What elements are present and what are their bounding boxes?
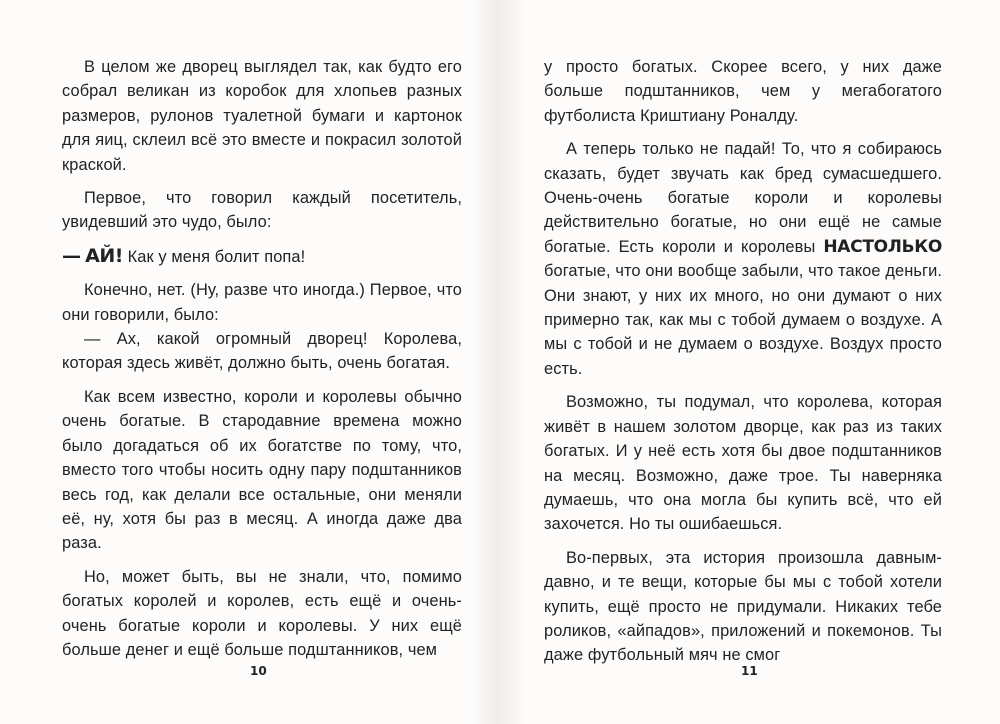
left-page xyxy=(0,0,498,724)
paragraph: — Ах, какой огромный дворец! Королева, которая здесь живёт, должно быть, очень богатая. xyxy=(62,330,462,373)
paragraph: Возможно, ты подумал, что королева, которая живёт в нашем золотом дворце, как раз из таких богатых. И у неё есть хотя бы двое подштанников на месяц. Возможно, даже трое. Ты наверняка думаешь, что она могла бы купить всё, что ей захочется. Но ты ошибаешься. xyxy=(544,393,942,534)
book-gutter xyxy=(476,0,524,724)
paragraph-continuation: у просто богатых. Скорее всего, у них даже больше подштанников, чем у мегабогатого футболиста Криштиану Роналду. xyxy=(544,58,942,125)
paragraph: В целом же дворец выглядел так, как будто его собрал великан из коробок для хлопьев разных размеров, рулонов туалетной бумаги и картонок для яиц, склеил всё это вместе и покрасил золотой краской. xyxy=(62,58,462,174)
exclamation-rest: Как у меня болит попа! xyxy=(127,247,306,266)
paragraph: Но, может быть, вы не знали, что, помимо богатых королей и королев, есть ещё и очень-очень богатые короли и королевы. У них ещё больше денег и ещё больше подштанников, чем xyxy=(62,567,462,659)
paragraph: Первое, что говорил каждый посетитель, увидевший это чудо, было: xyxy=(62,189,462,232)
exclamation-line xyxy=(62,244,462,269)
paragraph xyxy=(544,137,942,381)
paragraph-text: богатые, что они вообще забыли, что такое деньги. Они знают, у них их много, но они думают о них примерно так, как мы с тобой думаем о воздухе. А мы с тобой и не думаем о воздухе. Воздух просто есть. xyxy=(544,262,942,378)
page-number: 10 xyxy=(250,664,267,678)
right-page-text xyxy=(544,55,942,668)
left-page-text xyxy=(62,55,462,662)
page-number: 11 xyxy=(741,664,758,678)
right-page xyxy=(498,0,1000,724)
emphasis-word: НАСТОЛЬКО xyxy=(823,236,943,257)
exclamation-word: АЙ! xyxy=(85,244,123,267)
paragraph: Как всем известно, короли и королевы обычно очень богатые. В стародавние времена можно было догадаться об их богатстве по тому, что, вместо того чтобы носить одну пару подштанников весь год, как делали все остальные, они меняли её, ну, хотя бы раз в месяц. А иногда даже два раза. xyxy=(62,387,462,553)
paragraph: Конечно, нет. (Ну, разве что иногда.) Первое, что они говорили, было: xyxy=(62,281,462,324)
paragraph: Во-первых, эта история произошла давным-давно, и те вещи, которые бы мы с тобой хотели купить, ещё просто не придумали. Никаких тебе роликов, «айпадов», приложений и покемонов. Ты даже футбольный мяч не смог xyxy=(544,548,942,665)
exclamation-dash: — xyxy=(62,244,81,267)
paragraph-text: А теперь только не падай! То, что я собираюсь сказать, будет звучать как бред сумасшедшего. Очень-очень богатые короли и королевы действительно богатые, но они ещё не самые богатые. Есть короли и королевы xyxy=(544,140,942,256)
